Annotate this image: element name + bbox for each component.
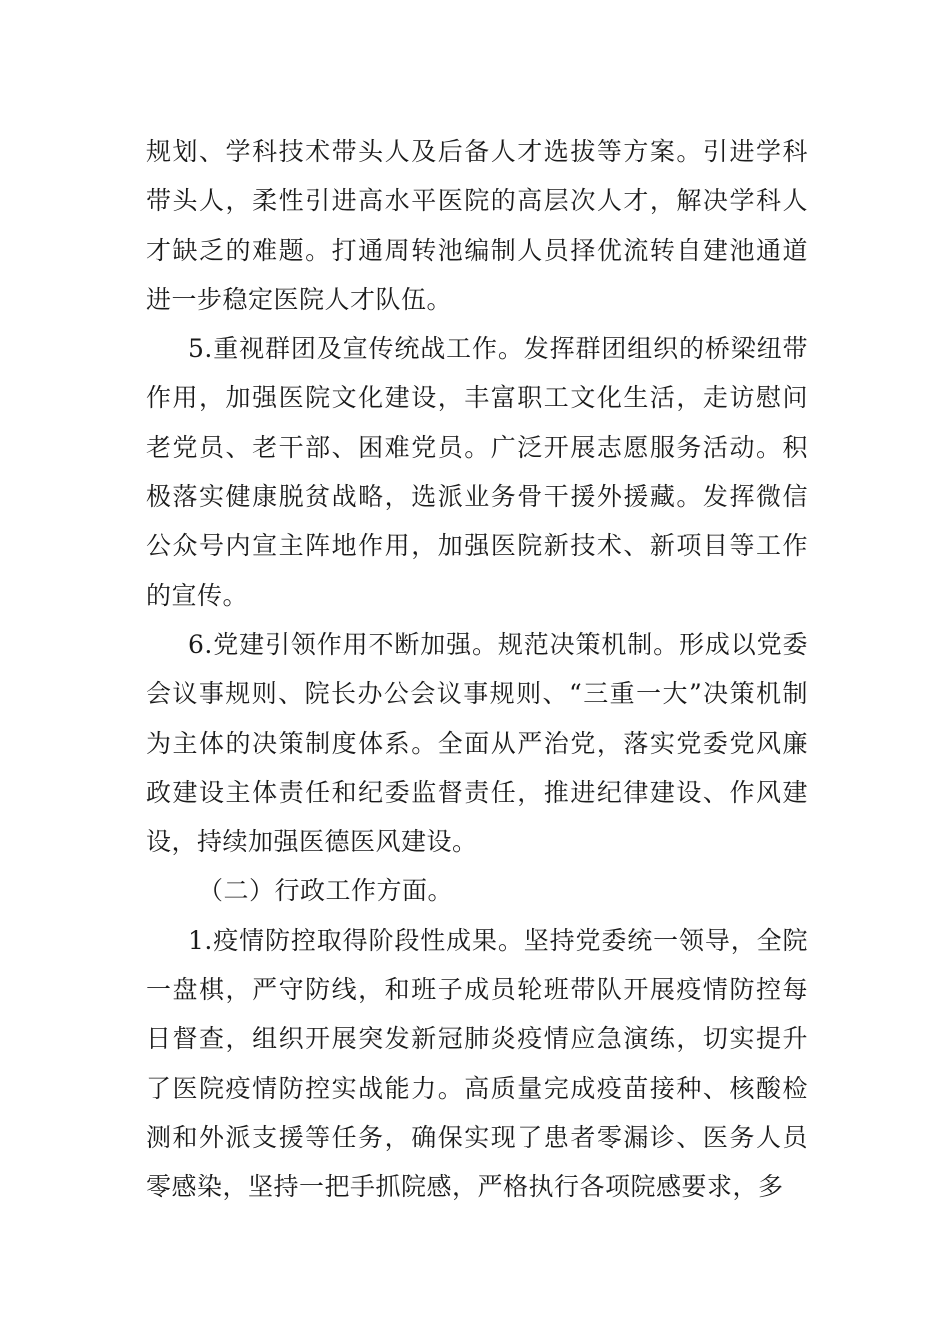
document-body (146, 127, 808, 1212)
paragraph-item-6: 6.党建引领作用不断加强。规范决策机制。形成以党委会议事规则、院长办公会议事规则、“三重一大”决策机制为主体的决策制度体系。全面从严治党，落实党委党风廉政建设主体责任和纪委监督责任，推进纪律建设、作风建设，持续加强医德医风建设。 (146, 629, 808, 857)
paragraph-talent-plan: 规划、学科技术带头人及后备人才选拔等方案。引进学科带头人，柔性引进高水平医院的高层次人才，解决学科人才缺乏的难题。打通周转池编制人员择优流转自建池通道进一步稳定医院人才队伍。 (146, 137, 808, 314)
paragraph-admin-item-1: 1.疫情防控取得阶段性成果。坚持党委统一领导，全院一盘棋，严守防线，和班子成员轮班带队开展疫情防控每日督查，组织开展突发新冠肺炎疫情应急演练，切实提升了医院疫情防控实战能力。高质量完成疫苗接种、核酸检测和外派支援等任务，确保实现了患者零漏诊、医务人员零感染，坚持一把手抓院感，严格执行各项院感要求，多 (146, 925, 808, 1202)
paragraph-item-5: 5.重视群团及宣传统战工作。发挥群团组织的桥梁纽带作用，加强医院文化建设，丰富职工文化生活，走访慰问老党员、老干部、困难党员。广泛开展志愿服务活动。积极落实健康脱贫战略，选派业务骨干援外援藏。发挥微信公众号内宣主阵地作用，加强医院新技术、新项目等工作的宣传。 (146, 334, 808, 610)
section-heading-admin-work: （二）行政工作方面。 (198, 876, 454, 906)
